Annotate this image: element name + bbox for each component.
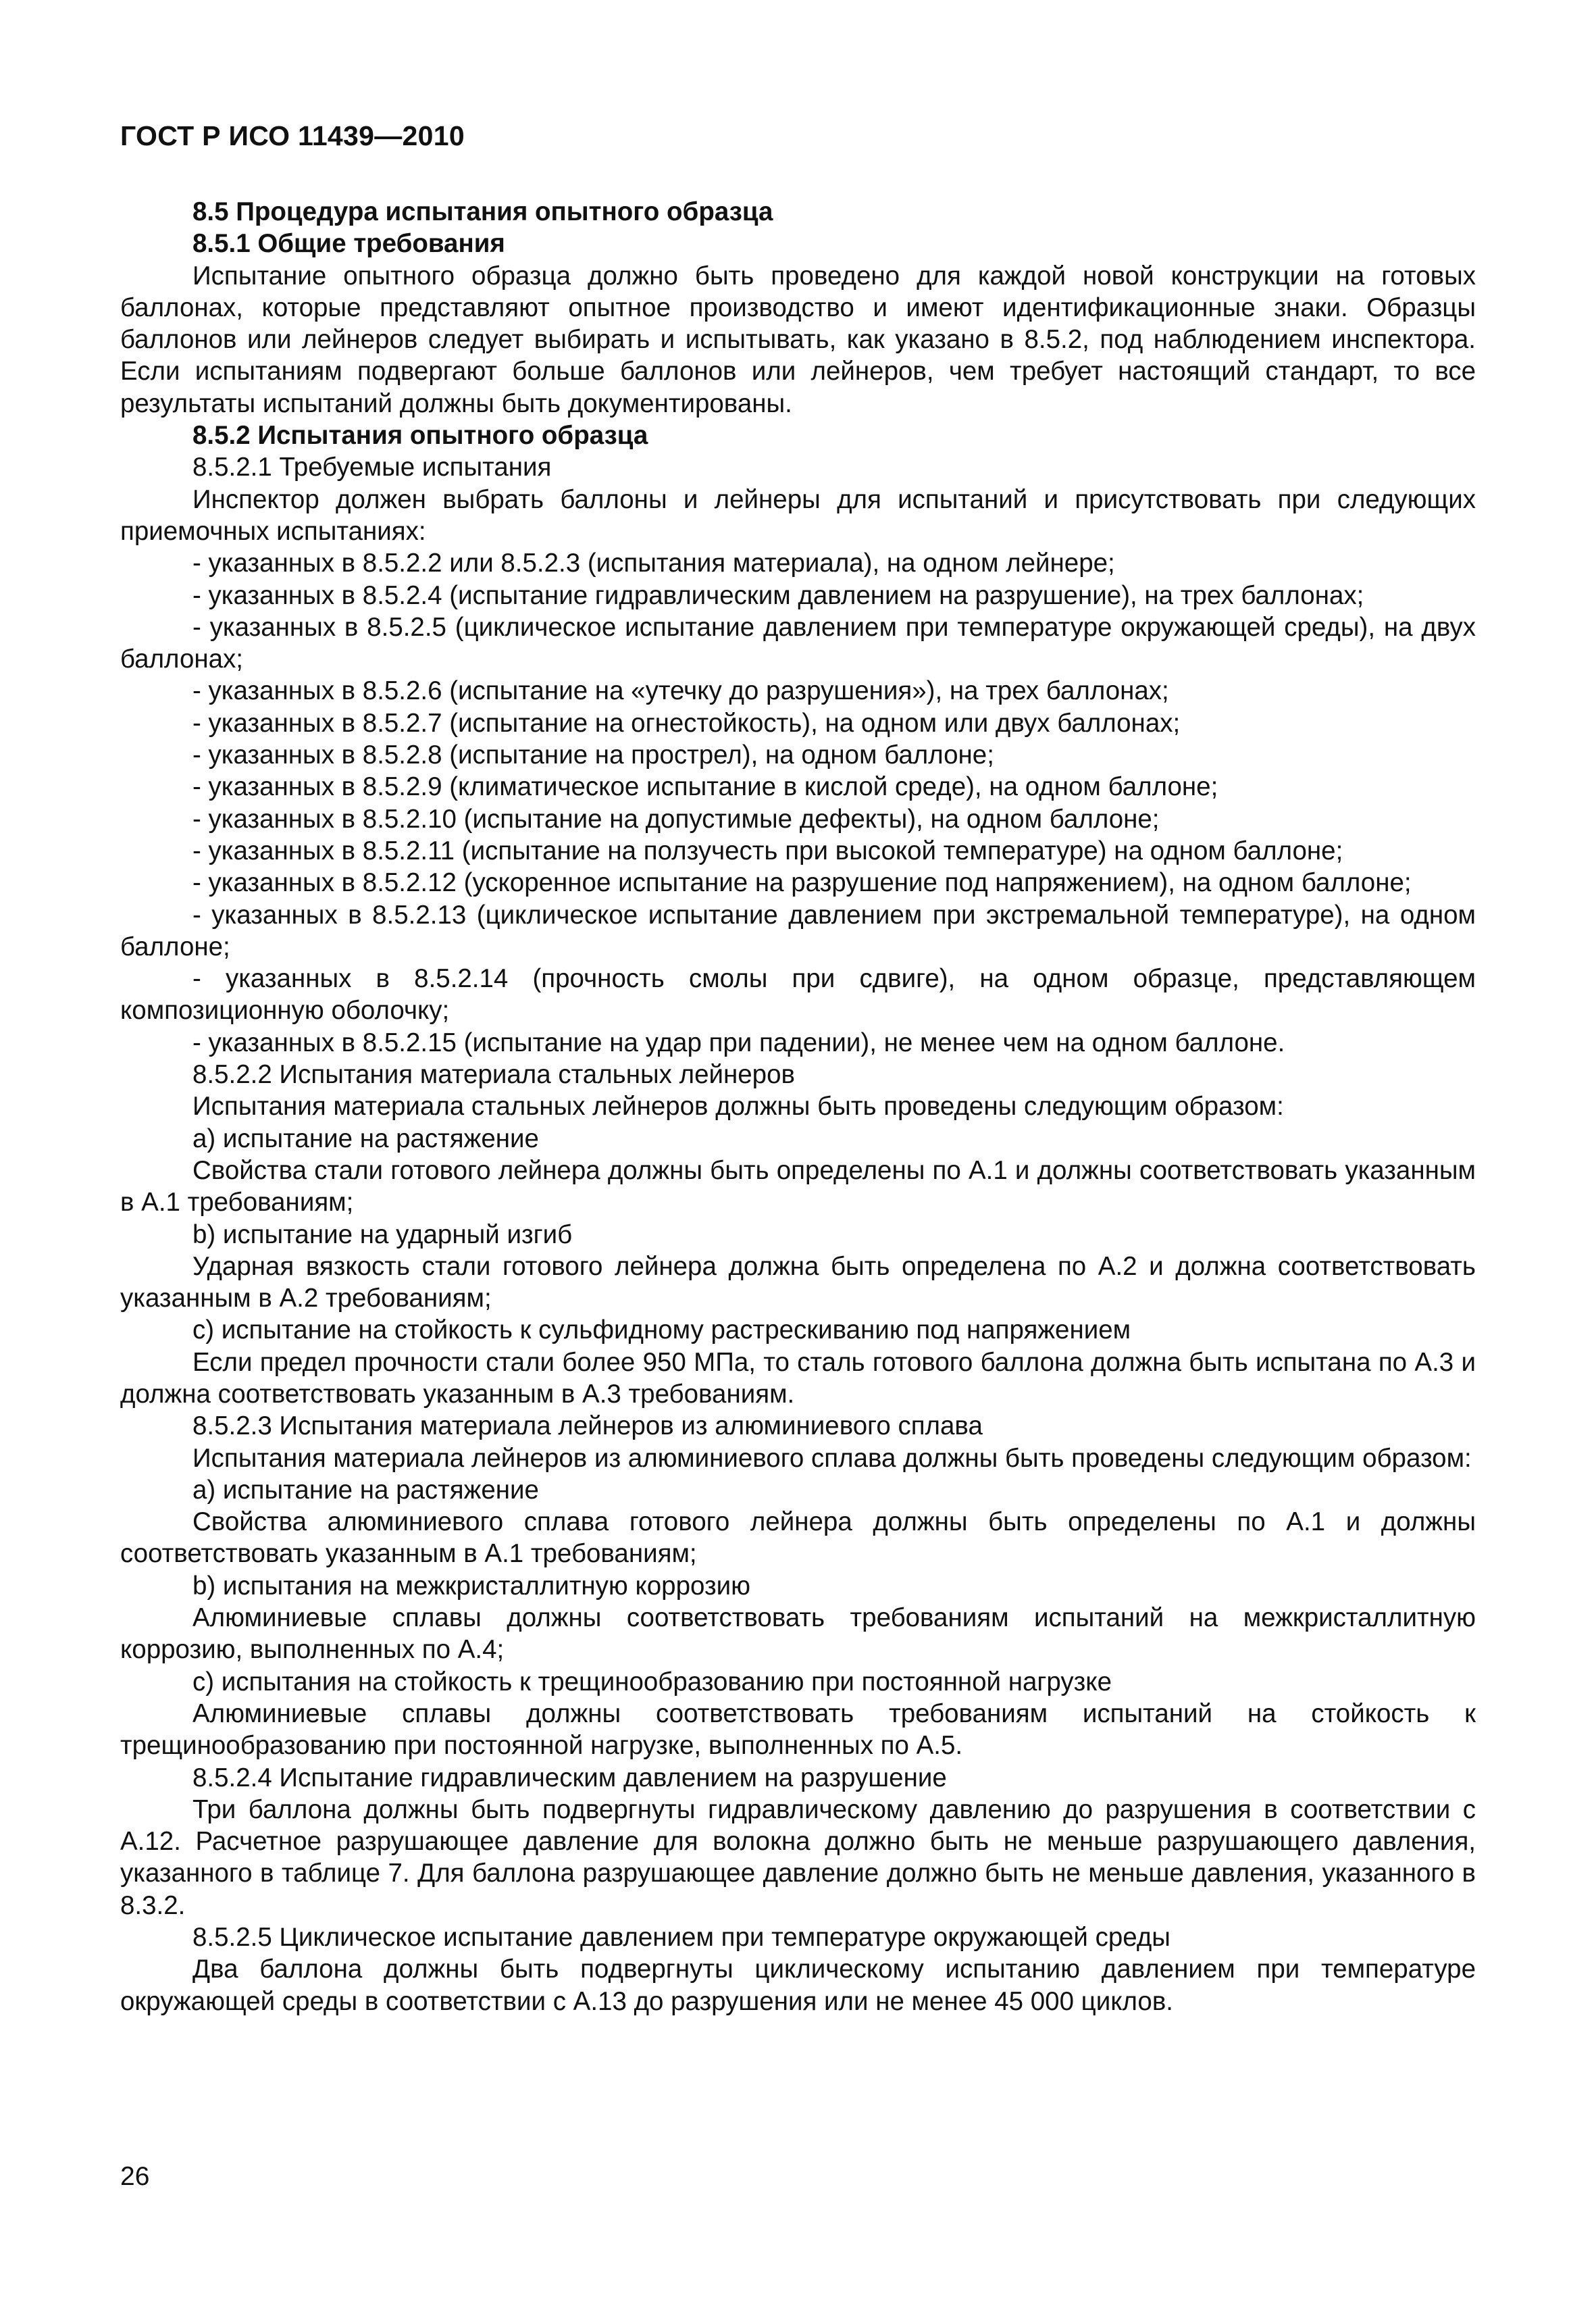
paragraph: Свойства алюминиевого сплава готового лейнера должны быть определены по А.1 и должны соответствовать указанным в А.1 требованиям; — [120, 1507, 1476, 1569]
list-item: - указанных в 8.5.2.10 (испытание на допустимые дефекты), на одном баллоне; — [192, 804, 1160, 834]
list-item: - указанных в 8.5.2.6 (испытание на «утечку до разрушения»), на трех баллонах; — [192, 676, 1169, 706]
list-item: - указанных в 8.5.2.7 (испытание на огнестойкость), на одном или двух баллонах; — [192, 708, 1181, 738]
list-item: - указанных в 8.5.2.12 (ускоренное испытание на разрушение под напряжением), на одном баллоне; — [192, 868, 1412, 898]
list-item: - указанных в 8.5.2.15 (испытание на удар при падении), не менее чем на одном баллоне. — [192, 1028, 1285, 1057]
page-number: 26 — [120, 2162, 150, 2191]
clause-heading: 8.5.2.4 Испытание гидравлическим давлением на разрушение — [192, 1763, 947, 1792]
paragraph: Испытания материала стальных лейнеров должны быть проведены следующим образом: — [192, 1092, 1284, 1122]
clause-heading: 8.5.2.2 Испытания материала стальных лейнеров — [192, 1060, 795, 1090]
list-item: a) испытание на растяжение — [192, 1124, 539, 1153]
paragraph: Свойства стали готового лейнера должны быть определены по А.1 и должны соответствовать указанным в А.1 требованиям; — [120, 1155, 1476, 1217]
list-item: b) испытание на ударный изгиб — [192, 1219, 573, 1249]
list-item: - указанных в 8.5.2.13 (циклическое испытание давлением при экстремальной температуре), на одном баллоне; — [120, 900, 1476, 961]
subsection-heading: 8.5.2 Испытания опытного образца — [192, 421, 648, 451]
list-item: - указанных в 8.5.2.14 (прочность смолы при сдвиге), на одном образце, представляющем композиционную оболочку; — [120, 964, 1476, 1026]
list-item: - указанных в 8.5.2.8 (испытание на прострел), на одном баллоне; — [192, 740, 994, 770]
document-body — [120, 196, 1476, 2017]
paragraph: Если предел прочности стали более 950 МПа, то сталь готового баллона должна быть испытана по А.3 и должна соответствовать указанным в А.3 требованиям. — [120, 1347, 1476, 1409]
list-item: - указанных в 8.5.2.5 (циклическое испытание давлением при температуре окружающей среды), на двух баллонах; — [120, 612, 1476, 674]
list-item: c) испытание на стойкость к сульфидному растрескиванию под напряжением — [192, 1315, 1131, 1345]
list-item: a) испытание на растяжение — [192, 1475, 539, 1505]
paragraph: Два баллона должны быть подвергнуты циклическому испытанию давлением при температуре окружающей среды в соответствии с А.13 до разрушения или не менее 45 000 циклов. — [120, 1955, 1476, 2016]
paragraph: Ударная вязкость стали готового лейнера должна быть определена по А.2 и должна соответствовать указанным в А.2 требованиям; — [120, 1251, 1476, 1313]
list-item: - указанных в 8.5.2.9 (климатическое испытание в кислой среде), на одном баллоне; — [192, 772, 1218, 802]
list-item: - указанных в 8.5.2.4 (испытание гидравлическим давлением на разрушение), на трех баллонах; — [192, 580, 1364, 610]
clause-heading: 8.5.2.5 Циклическое испытание давлением при температуре окружающей среды — [192, 1923, 1170, 1953]
paragraph: Испытание опытного образца должно быть проведено для каждой новой конструкции на готовых баллонах, которые представляют опытное производство и имеют идентификационные знаки. Образцы баллонов или лейнеров следует выбирать и испытывать, как указано в 8.5.2, под наблюдением инспектора. Если испытаниям подвергают больше баллонов или лейнеров, чем требует настоящий стандарт, то все результаты испытаний должны быть документированы. — [120, 261, 1476, 418]
list-item: - указанных в 8.5.2.11 (испытание на ползучесть при высокой температуре) на одном баллоне; — [192, 836, 1343, 865]
paragraph: Алюминиевые сплавы должны соответствовать требованиям испытаний на стойкость к трещинообразованию при постоянной нагрузке, выполненных по А.5. — [120, 1699, 1476, 1761]
list-item: c) испытания на стойкость к трещинообразованию при постоянной нагрузке — [192, 1667, 1112, 1696]
list-item: b) испытания на межкристаллитную коррозию — [192, 1571, 751, 1601]
clause-heading: 8.5.2.3 Испытания материала лейнеров из алюминиевого сплава — [192, 1411, 983, 1441]
clause-heading: 8.5.2.1 Требуемые испытания — [192, 453, 552, 482]
section-heading: 8.5 Процедура испытания опытного образца — [192, 197, 773, 226]
subsection-heading: 8.5.1 Общие требования — [192, 229, 505, 259]
paragraph: Инспектор должен выбрать баллоны и лейнеры для испытаний и присутствовать при следующих приемочных испытаниях: — [120, 484, 1476, 546]
list-item: - указанных в 8.5.2.2 или 8.5.2.3 (испытания материала), на одном лейнере; — [192, 549, 1115, 578]
paragraph: Алюминиевые сплавы должны соответствовать требованиям испытаний на межкристаллитную коррозию, выполненных по А.4; — [120, 1603, 1476, 1665]
paragraph: Три баллона должны быть подвергнуты гидравлическому давлению до разрушения в соответствии с А.12. Расчетное разрушающее давление для волокна должно быть не меньше разрушающего давления, указанного в таблице 7. Для баллона разрушающее давление должно быть не меньше давления, указанного в 8.3.2. — [120, 1794, 1476, 1920]
document-header: ГОСТ Р ИСО 11439—2010 — [120, 120, 465, 151]
paragraph: Испытания материала лейнеров из алюминиевого сплава должны быть проведены следующим образом: — [192, 1443, 1472, 1473]
